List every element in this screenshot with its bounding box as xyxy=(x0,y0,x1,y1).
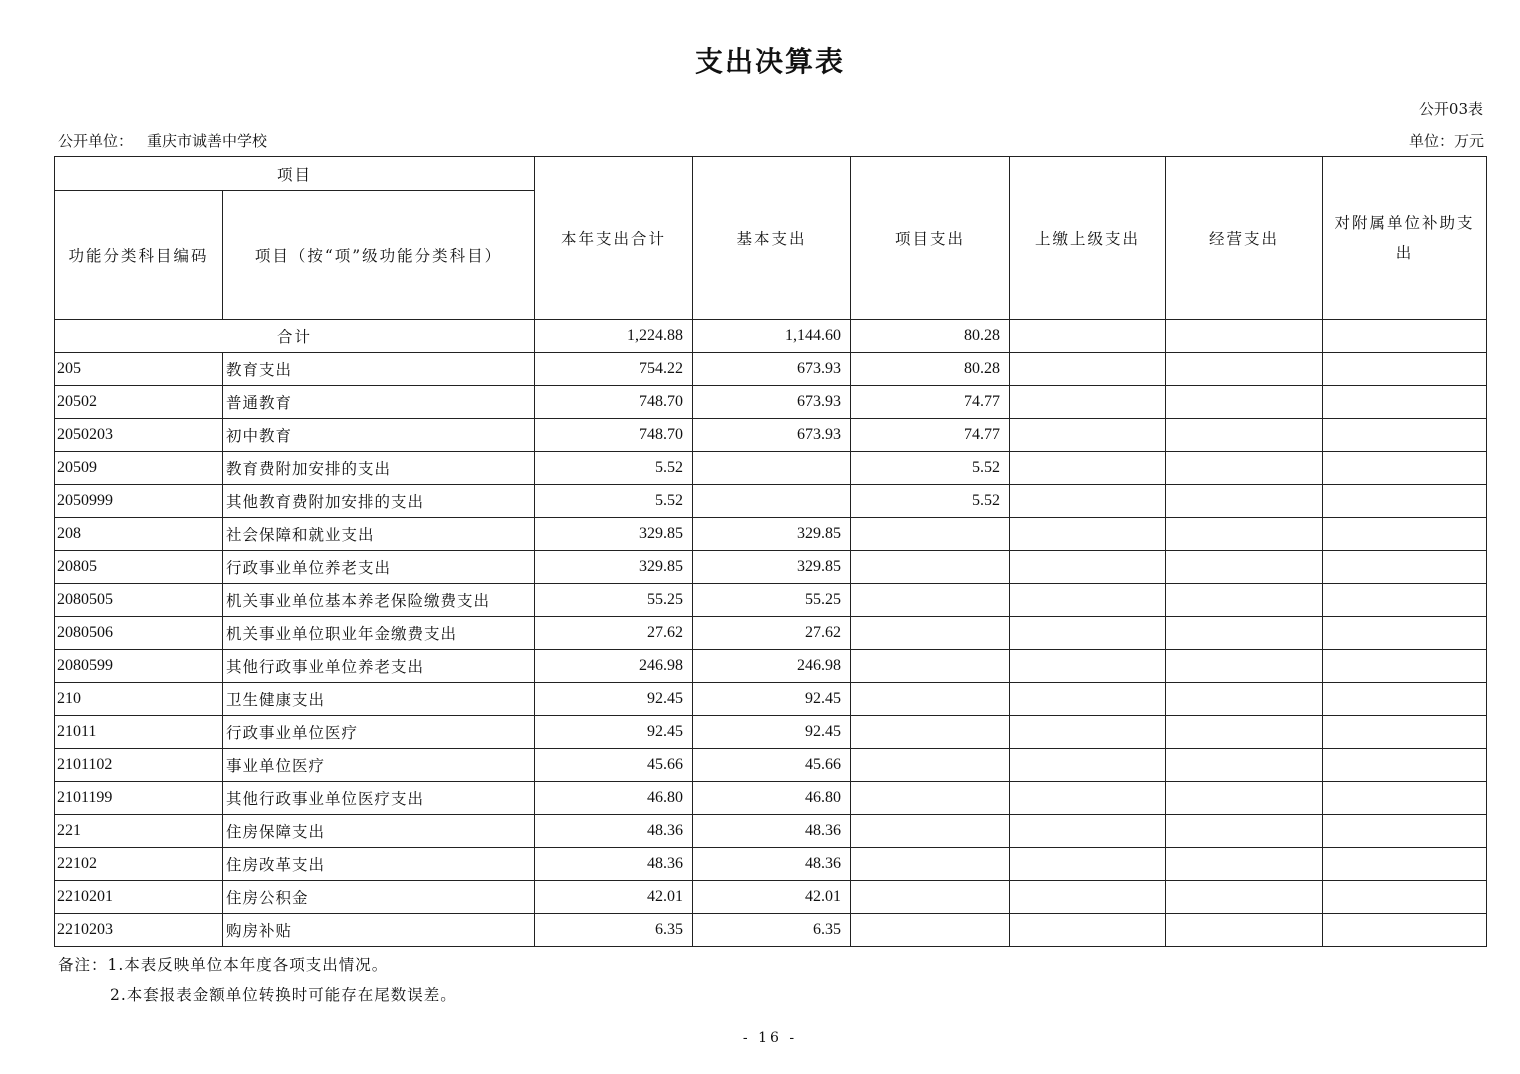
cell-project xyxy=(851,617,1010,650)
cell-superior xyxy=(1010,452,1166,485)
reporting-unit-name: 重庆市诚善中学校 xyxy=(147,132,268,150)
cell-basic: 27.62 xyxy=(693,617,851,650)
cell-total: 748.70 xyxy=(535,419,693,452)
cell-total: 329.85 xyxy=(535,551,693,584)
currency-unit: 单位：万元 xyxy=(1408,132,1484,150)
expenditure-table xyxy=(54,156,1487,947)
cell-total: 55.25 xyxy=(535,584,693,617)
total-cell-total: 1,224.88 xyxy=(535,320,693,353)
cell-basic: 246.98 xyxy=(693,650,851,683)
cell-basic: 329.85 xyxy=(693,551,851,584)
total-cell-basic: 1,144.60 xyxy=(693,320,851,353)
cell-total: 5.52 xyxy=(535,452,693,485)
table-row xyxy=(55,452,1487,485)
cell-superior xyxy=(1010,683,1166,716)
cell-total: 748.70 xyxy=(535,386,693,419)
cell-code: 2101102 xyxy=(55,749,223,782)
cell-code: 205 xyxy=(55,353,223,386)
total-cell-project: 80.28 xyxy=(851,320,1010,353)
cell-basic: 673.93 xyxy=(693,353,851,386)
table-row xyxy=(55,716,1487,749)
header-project-group: 项目 xyxy=(55,157,535,191)
reporting-unit xyxy=(58,130,267,151)
table-row xyxy=(55,617,1487,650)
cell-basic: 92.45 xyxy=(693,716,851,749)
cell-subsidy xyxy=(1323,749,1487,782)
cell-business xyxy=(1166,815,1323,848)
cell-name: 卫生健康支出 xyxy=(223,683,535,716)
header-superior: 上缴上级支出 xyxy=(1010,157,1166,320)
cell-superior xyxy=(1010,914,1166,947)
cell-subsidy xyxy=(1323,617,1487,650)
cell-business xyxy=(1166,914,1323,947)
cell-code: 20805 xyxy=(55,551,223,584)
cell-subsidy xyxy=(1323,683,1487,716)
total-row xyxy=(55,320,1487,353)
cell-superior xyxy=(1010,782,1166,815)
note-line-1: 备注：1.本表反映单位本年度各项支出情况。 xyxy=(58,956,389,974)
cell-project: 5.52 xyxy=(851,485,1010,518)
table-row xyxy=(55,848,1487,881)
cell-total: 42.01 xyxy=(535,881,693,914)
cell-business xyxy=(1166,650,1323,683)
cell-basic: 42.01 xyxy=(693,881,851,914)
header-subsidy: 对附属单位补助支出 xyxy=(1323,157,1487,320)
cell-superior xyxy=(1010,485,1166,518)
cell-name: 事业单位医疗 xyxy=(223,749,535,782)
table-row xyxy=(55,353,1487,386)
cell-subsidy xyxy=(1323,881,1487,914)
cell-superior xyxy=(1010,419,1166,452)
cell-total: 5.52 xyxy=(535,485,693,518)
cell-subsidy xyxy=(1323,551,1487,584)
cell-business xyxy=(1166,716,1323,749)
cell-subsidy xyxy=(1323,518,1487,551)
cell-basic: 673.93 xyxy=(693,386,851,419)
cell-name: 机关事业单位职业年金缴费支出 xyxy=(223,617,535,650)
table-row xyxy=(55,551,1487,584)
table-row xyxy=(55,782,1487,815)
cell-superior xyxy=(1010,815,1166,848)
table-row xyxy=(55,815,1487,848)
cell-business xyxy=(1166,551,1323,584)
cell-superior xyxy=(1010,617,1166,650)
cell-subsidy xyxy=(1323,485,1487,518)
total-label: 合计 xyxy=(55,320,535,353)
cell-superior xyxy=(1010,848,1166,881)
cell-total: 329.85 xyxy=(535,518,693,551)
cell-business xyxy=(1166,848,1323,881)
cell-name: 社会保障和就业支出 xyxy=(223,518,535,551)
cell-project xyxy=(851,716,1010,749)
cell-superior xyxy=(1010,716,1166,749)
cell-subsidy xyxy=(1323,584,1487,617)
total-cell-business xyxy=(1166,320,1323,353)
cell-total: 92.45 xyxy=(535,716,693,749)
cell-business xyxy=(1166,386,1323,419)
cell-subsidy xyxy=(1323,914,1487,947)
cell-subsidy xyxy=(1323,848,1487,881)
cell-subsidy xyxy=(1323,815,1487,848)
cell-superior xyxy=(1010,650,1166,683)
cell-basic: 92.45 xyxy=(693,683,851,716)
cell-total: 27.62 xyxy=(535,617,693,650)
cell-name: 行政事业单位养老支出 xyxy=(223,551,535,584)
cell-code: 208 xyxy=(55,518,223,551)
cell-code: 22102 xyxy=(55,848,223,881)
cell-total: 48.36 xyxy=(535,815,693,848)
cell-basic xyxy=(693,452,851,485)
cell-project xyxy=(851,815,1010,848)
cell-superior xyxy=(1010,749,1166,782)
cell-name: 购房补贴 xyxy=(223,914,535,947)
cell-basic xyxy=(693,485,851,518)
table-row xyxy=(55,419,1487,452)
total-cell-superior xyxy=(1010,320,1166,353)
cell-basic: 673.93 xyxy=(693,419,851,452)
cell-subsidy xyxy=(1323,419,1487,452)
cell-code: 2050203 xyxy=(55,419,223,452)
cell-project xyxy=(851,584,1010,617)
cell-name: 住房公积金 xyxy=(223,881,535,914)
cell-code: 2050999 xyxy=(55,485,223,518)
cell-name: 其他教育费附加安排的支出 xyxy=(223,485,535,518)
cell-total: 6.35 xyxy=(535,914,693,947)
header-business: 经营支出 xyxy=(1166,157,1323,320)
cell-total: 92.45 xyxy=(535,683,693,716)
cell-project xyxy=(851,848,1010,881)
cell-project xyxy=(851,914,1010,947)
header-basic: 基本支出 xyxy=(693,157,851,320)
cell-business xyxy=(1166,749,1323,782)
total-cell-subsidy xyxy=(1323,320,1487,353)
cell-code: 2210203 xyxy=(55,914,223,947)
cell-code: 2080506 xyxy=(55,617,223,650)
cell-total: 754.22 xyxy=(535,353,693,386)
cell-basic: 46.80 xyxy=(693,782,851,815)
cell-subsidy xyxy=(1323,386,1487,419)
cell-business xyxy=(1166,881,1323,914)
cell-code: 20509 xyxy=(55,452,223,485)
cell-basic: 329.85 xyxy=(693,518,851,551)
table-row xyxy=(55,518,1487,551)
cell-name: 教育费附加安排的支出 xyxy=(223,452,535,485)
cell-project xyxy=(851,518,1010,551)
cell-business xyxy=(1166,782,1323,815)
cell-business xyxy=(1166,353,1323,386)
cell-subsidy xyxy=(1323,650,1487,683)
cell-business xyxy=(1166,452,1323,485)
cell-business xyxy=(1166,683,1323,716)
cell-name: 教育支出 xyxy=(223,353,535,386)
cell-business xyxy=(1166,485,1323,518)
cell-subsidy xyxy=(1323,452,1487,485)
cell-name: 住房改革支出 xyxy=(223,848,535,881)
cell-code: 221 xyxy=(55,815,223,848)
cell-code: 20502 xyxy=(55,386,223,419)
cell-business xyxy=(1166,617,1323,650)
cell-basic: 6.35 xyxy=(693,914,851,947)
cell-subsidy xyxy=(1323,716,1487,749)
form-number: 公开03表 xyxy=(1418,100,1483,118)
cell-subsidy xyxy=(1323,353,1487,386)
cell-project: 5.52 xyxy=(851,452,1010,485)
cell-project: 80.28 xyxy=(851,353,1010,386)
page-title: 支出决算表 xyxy=(694,45,845,78)
header-code: 功能分类科目编码 xyxy=(55,191,223,320)
note-line-2: 2.本套报表金额单位转换时可能存在尾数误差。 xyxy=(110,986,457,1004)
header-name: 项目（按“项”级功能分类科目） xyxy=(223,191,535,320)
cell-total: 246.98 xyxy=(535,650,693,683)
cell-total: 45.66 xyxy=(535,749,693,782)
cell-code: 210 xyxy=(55,683,223,716)
notes xyxy=(58,950,457,1010)
cell-project: 74.77 xyxy=(851,419,1010,452)
table-row xyxy=(55,386,1487,419)
cell-code: 2210201 xyxy=(55,881,223,914)
cell-basic: 48.36 xyxy=(693,815,851,848)
cell-code: 2080505 xyxy=(55,584,223,617)
cell-project xyxy=(851,881,1010,914)
cell-business xyxy=(1166,584,1323,617)
cell-superior xyxy=(1010,551,1166,584)
header-total: 本年支出合计 xyxy=(535,157,693,320)
cell-project xyxy=(851,782,1010,815)
table-body xyxy=(55,320,1487,947)
header-project: 项目支出 xyxy=(851,157,1010,320)
page-number: - 16 - xyxy=(742,1030,798,1046)
table-row xyxy=(55,584,1487,617)
cell-name: 行政事业单位医疗 xyxy=(223,716,535,749)
cell-name: 其他行政事业单位养老支出 xyxy=(223,650,535,683)
table-row xyxy=(55,683,1487,716)
cell-total: 46.80 xyxy=(535,782,693,815)
cell-superior xyxy=(1010,881,1166,914)
reporting-unit-label: 公开单位： xyxy=(58,132,134,150)
cell-superior xyxy=(1010,584,1166,617)
cell-basic: 45.66 xyxy=(693,749,851,782)
cell-business xyxy=(1166,518,1323,551)
cell-superior xyxy=(1010,518,1166,551)
cell-code: 2080599 xyxy=(55,650,223,683)
table-row xyxy=(55,749,1487,782)
table-row xyxy=(55,485,1487,518)
cell-superior xyxy=(1010,353,1166,386)
cell-name: 机关事业单位基本养老保险缴费支出 xyxy=(223,584,535,617)
cell-total: 48.36 xyxy=(535,848,693,881)
cell-superior xyxy=(1010,386,1166,419)
cell-project xyxy=(851,749,1010,782)
table-row xyxy=(55,881,1487,914)
cell-name: 普通教育 xyxy=(223,386,535,419)
table-row xyxy=(55,914,1487,947)
cell-project xyxy=(851,551,1010,584)
cell-code: 2101199 xyxy=(55,782,223,815)
cell-subsidy xyxy=(1323,782,1487,815)
cell-code: 21011 xyxy=(55,716,223,749)
table-row xyxy=(55,650,1487,683)
cell-project: 74.77 xyxy=(851,386,1010,419)
cell-name: 初中教育 xyxy=(223,419,535,452)
cell-basic: 48.36 xyxy=(693,848,851,881)
cell-name: 其他行政事业单位医疗支出 xyxy=(223,782,535,815)
cell-project xyxy=(851,650,1010,683)
cell-business xyxy=(1166,419,1323,452)
cell-project xyxy=(851,683,1010,716)
cell-basic: 55.25 xyxy=(693,584,851,617)
cell-name: 住房保障支出 xyxy=(223,815,535,848)
